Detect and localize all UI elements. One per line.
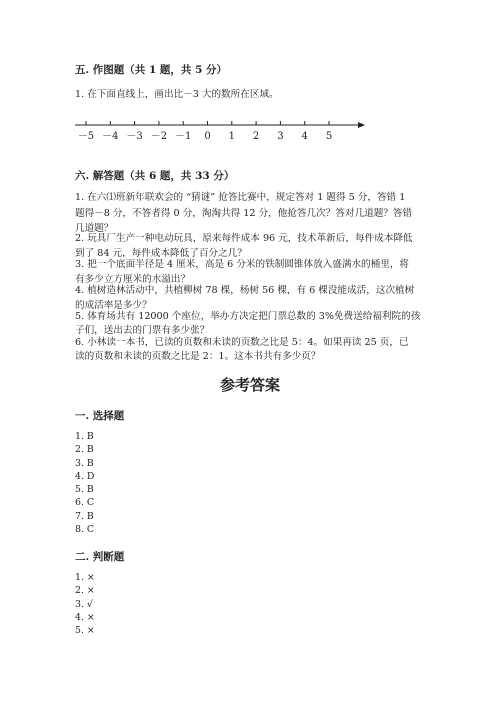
q1-line2: 题得－8 分，不答者得 0 分，淘淘共得 12 分，他抢答几次？答对几道题？答错	[75, 208, 413, 219]
number-line-label: －4	[102, 131, 119, 142]
choice-answer-list	[75, 430, 94, 536]
q4-line1: 4. 植树造林活动中，共植柳树 78 棵，杨树 56 棵，有 6 棵没能成活，这次植树	[75, 285, 415, 296]
section5-question: 1. 在下面直线上，画出比－3 大的数所在区域。	[75, 89, 279, 100]
number-line	[75, 118, 365, 144]
q5-line2: 子们，送出去的门票有多少张？	[75, 325, 210, 336]
number-line-label: －3	[126, 131, 143, 142]
number-line-label: 1	[228, 131, 235, 142]
judge-answer: 4. ×	[75, 611, 95, 623]
judge-answer: 5. ×	[75, 625, 95, 637]
choice-answer: 1. B	[75, 431, 94, 442]
q4-line2: 的成活率是多少？	[75, 300, 152, 311]
judge-answer-list	[75, 571, 95, 637]
choice-answer: 5. B	[75, 484, 94, 496]
q6-line1: 6. 小林读一本书，已读的页数和未读的页数之比是 5：4。如果再读 25 页，已	[75, 337, 409, 348]
q2-line2: 到了 84 元，每件成本降低了百分之几？	[75, 248, 247, 259]
q1-line3: 几道题？	[75, 223, 114, 234]
q5-line1: 5. 体育场共有 12000 个座位，举办方决定把门票总数的 3%免费送给福利院的孩	[75, 311, 421, 322]
choice-answer: 3. B	[75, 457, 94, 469]
judge-answer: 1. ×	[75, 572, 95, 583]
choice-answer: 2. B	[75, 444, 94, 456]
judge-answer: 2. ×	[75, 585, 95, 597]
number-line-arrow	[358, 122, 365, 128]
q1-line1: 1. 在六⑴班新年联欢会的 “猜谜” 抢答比赛中，规定答对 1 题得 5 分，答错 1	[75, 192, 406, 203]
judge-answer: 3. √	[75, 598, 93, 610]
q6-line2: 读的页数和未读的页数之比是 2：1。这本书共有多少页？	[75, 351, 321, 362]
number-line-label: －1	[175, 131, 192, 142]
section6-heading: 六. 解答题（共 6 题，共 33 分）	[75, 170, 235, 182]
q2-line1: 2. 玩具厂生产一种电动玩具，原来每件成本 96 元，技术革新后，每件成本降低	[75, 233, 413, 244]
section5-heading: 五. 作图题（共 1 题，共 5 分）	[75, 64, 228, 76]
number-line-label: －2	[150, 131, 168, 142]
answers-title: 参考答案	[219, 376, 280, 394]
q3-line2: 有多少立方厘米的水溢出？	[75, 274, 191, 285]
choice-heading: 一. 选择题	[75, 410, 125, 422]
judge-heading: 二. 判断题	[75, 551, 125, 563]
number-line-label: 4	[301, 131, 308, 142]
choice-answer: 6. C	[75, 497, 95, 509]
number-line-label: 2	[252, 131, 260, 142]
q3-line1: 3. 把一个底面半径是 4 厘米，高是 6 分米的铁制圆锥体放入盛满水的桶里，将	[75, 259, 410, 270]
number-line-label: －5	[77, 131, 95, 142]
number-line-label: 0	[204, 131, 211, 142]
choice-answer: 7. B	[75, 510, 94, 522]
number-line-label: 5	[325, 131, 333, 142]
choice-answer: 4. D	[75, 470, 95, 482]
number-line-label: 3	[277, 131, 284, 142]
choice-answer: 8. C	[75, 524, 95, 536]
